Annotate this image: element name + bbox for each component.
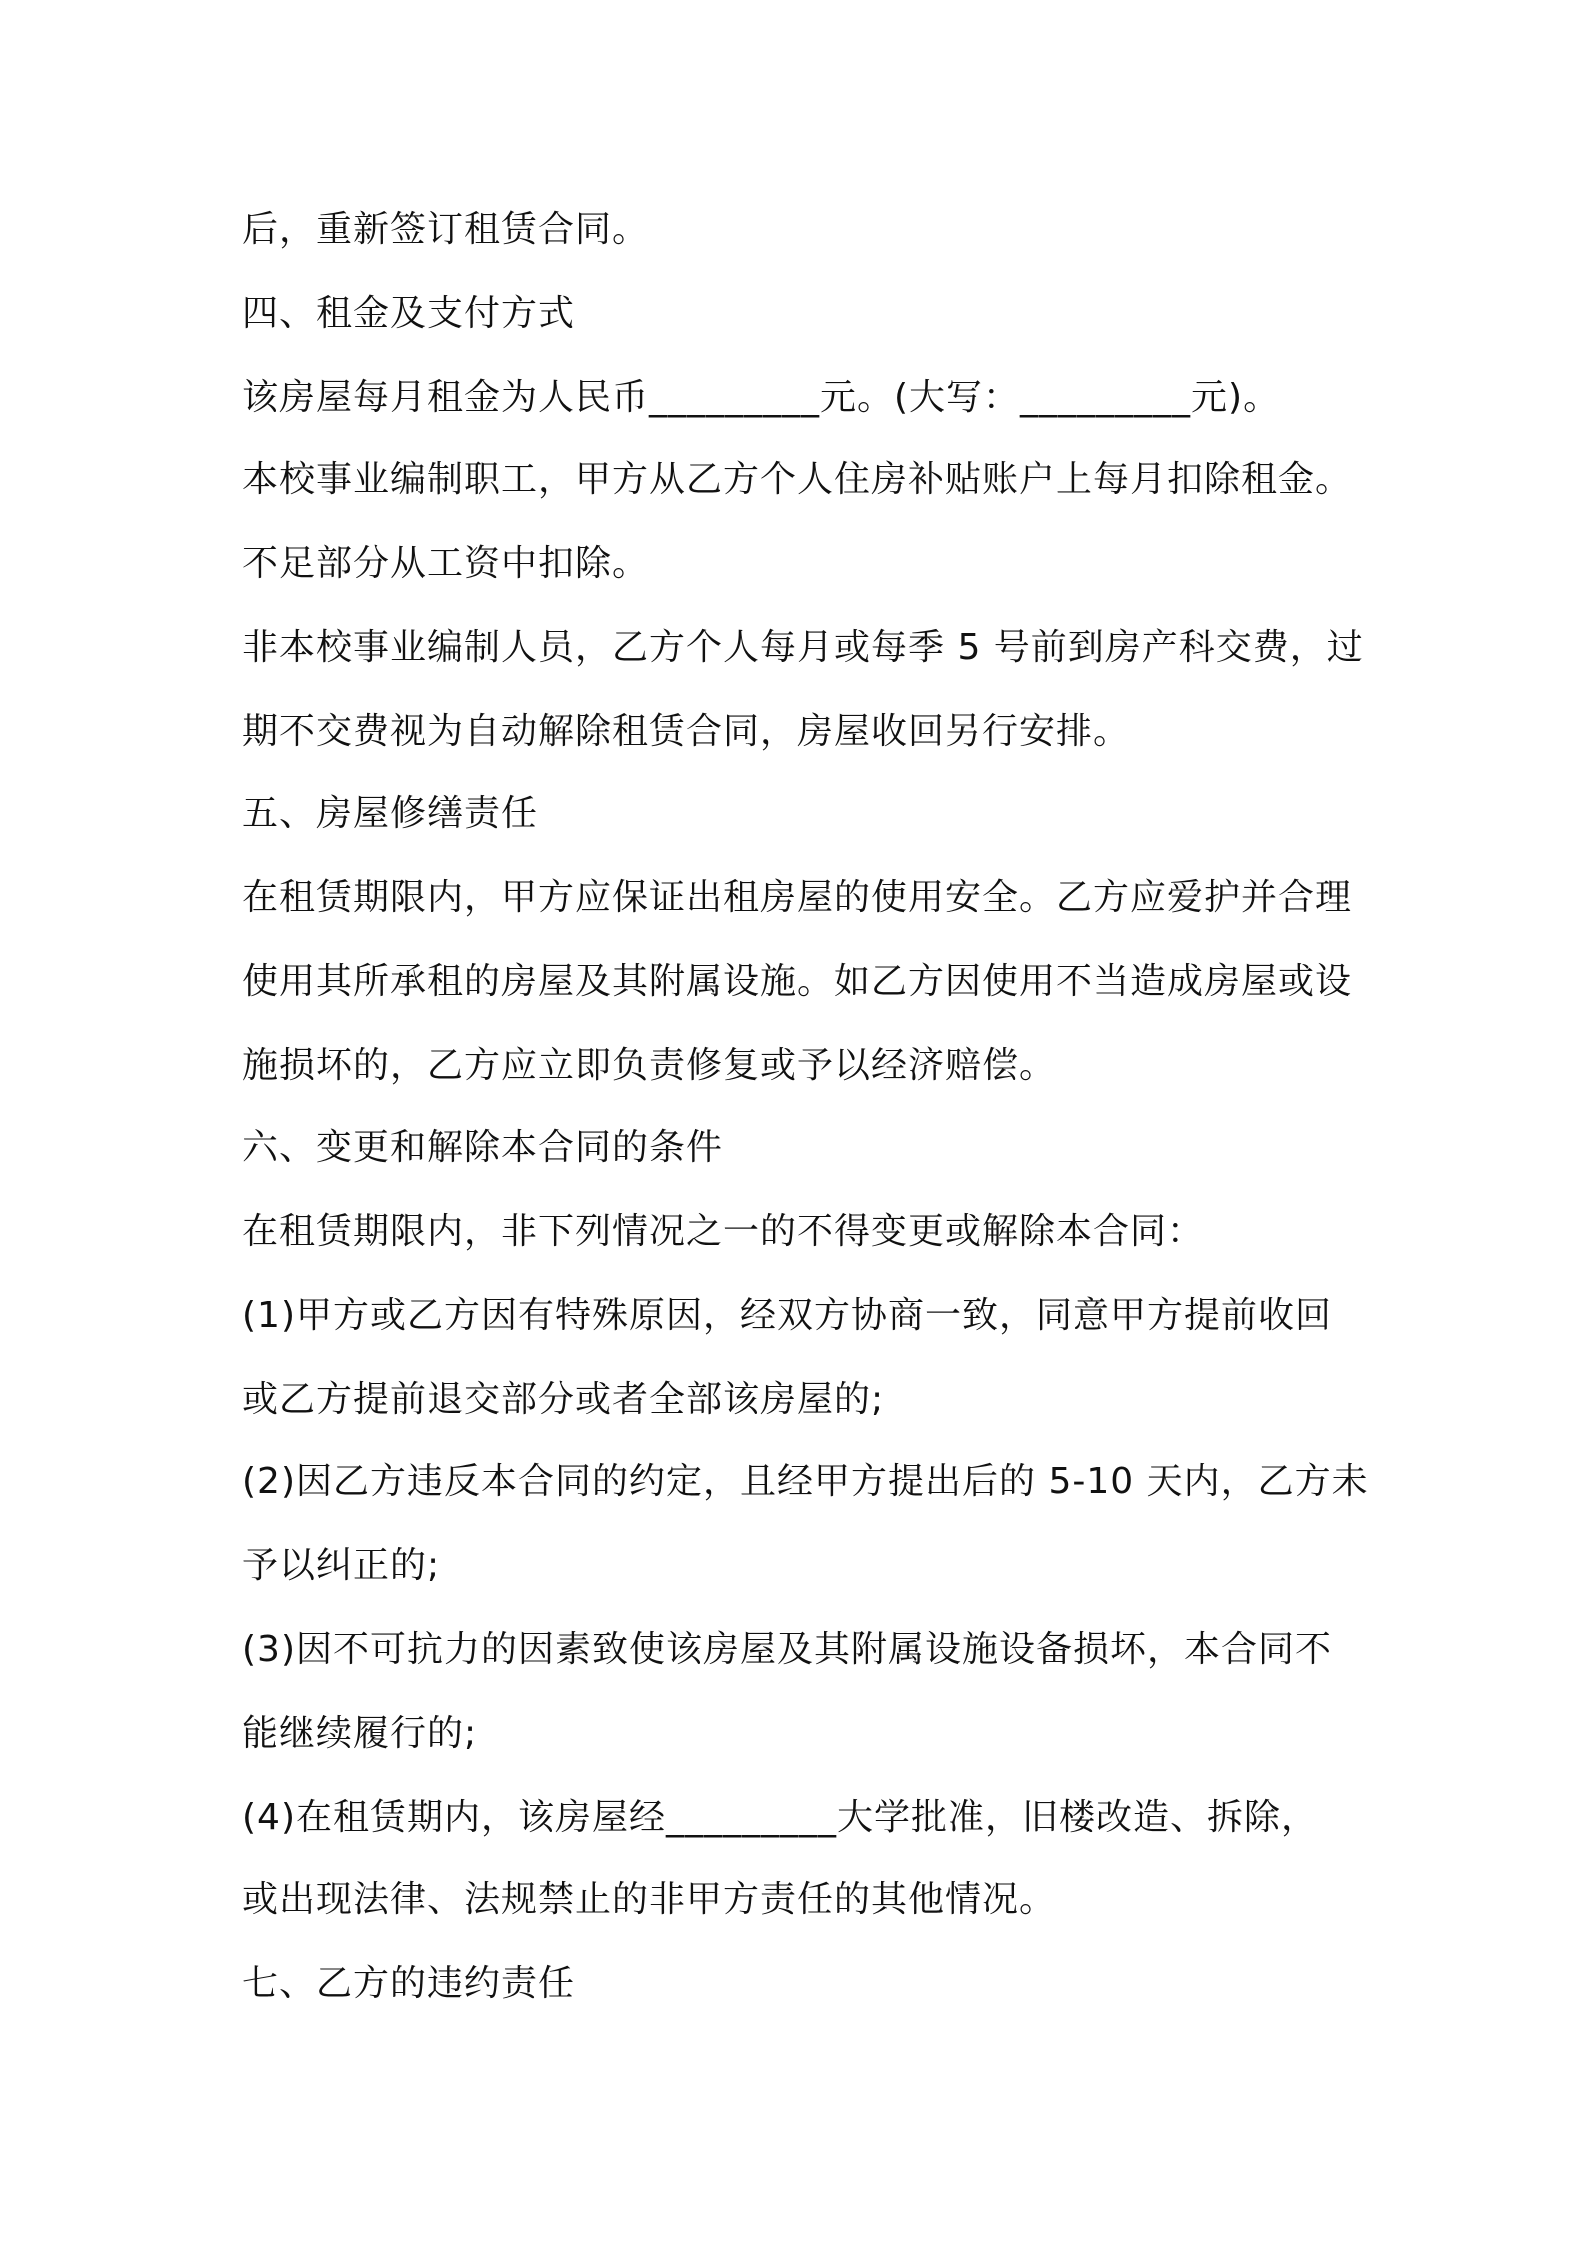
text-line: 后，重新签订租赁合同。: [242, 209, 650, 250]
list-item: (2)因乙方违反本合同的约定，且经甲方提出后的 5-10 天内，乙方未: [242, 1461, 1369, 1502]
text-line: 施损坏的，乙方应立即负责修复或予以经济赔偿。: [242, 1045, 1057, 1086]
text-line: 本校事业编制职工，甲方从乙方个人住房补贴账户上每月扣除租金。: [242, 459, 1353, 500]
text-line: 或出现法律、法规禁止的非甲方责任的其他情况。: [242, 1879, 1057, 1920]
text-line: 或乙方提前退交部分或者全部该房屋的;: [242, 1379, 885, 1420]
text-line: 期不交费视为自动解除租赁合同，房屋收回另行安排。: [242, 711, 1131, 752]
section-heading: 七、乙方的违约责任: [242, 1963, 576, 2004]
section-heading: 六、变更和解除本合同的条件: [242, 1127, 724, 1168]
list-item: (1)甲方或乙方因有特殊原因，经双方协商一致，同意甲方提前收回: [242, 1295, 1332, 1336]
text-line: 能继续履行的;: [242, 1713, 478, 1754]
text-line: 予以纠正的;: [242, 1545, 441, 1586]
text-line: 在租赁期限内，非下列情况之一的不得变更或解除本合同：: [242, 1211, 1205, 1252]
text-line: 该房屋每月租金为人民币_________元。(大写：_________元)。: [242, 377, 1281, 418]
text-line: 使用其所承租的房屋及其附属设施。如乙方因使用不当造成房屋或设: [242, 961, 1353, 1002]
text-line: 非本校事业编制人员，乙方个人每月或每季 5 号前到房产科交费，过: [242, 627, 1364, 668]
text-line: 不足部分从工资中扣除。: [242, 543, 650, 584]
section-heading: 五、房屋修缮责任: [242, 793, 539, 834]
list-item: (4)在租赁期内，该房屋经_________大学批准，旧楼改造、拆除，: [242, 1797, 1318, 1838]
text-line: 在租赁期限内，甲方应保证出租房屋的使用安全。乙方应爱护并合理: [242, 877, 1353, 918]
section-heading: 四、租金及支付方式: [242, 293, 576, 334]
list-item: (3)因不可抗力的因素致使该房屋及其附属设施设备损坏，本合同不: [242, 1629, 1332, 1670]
